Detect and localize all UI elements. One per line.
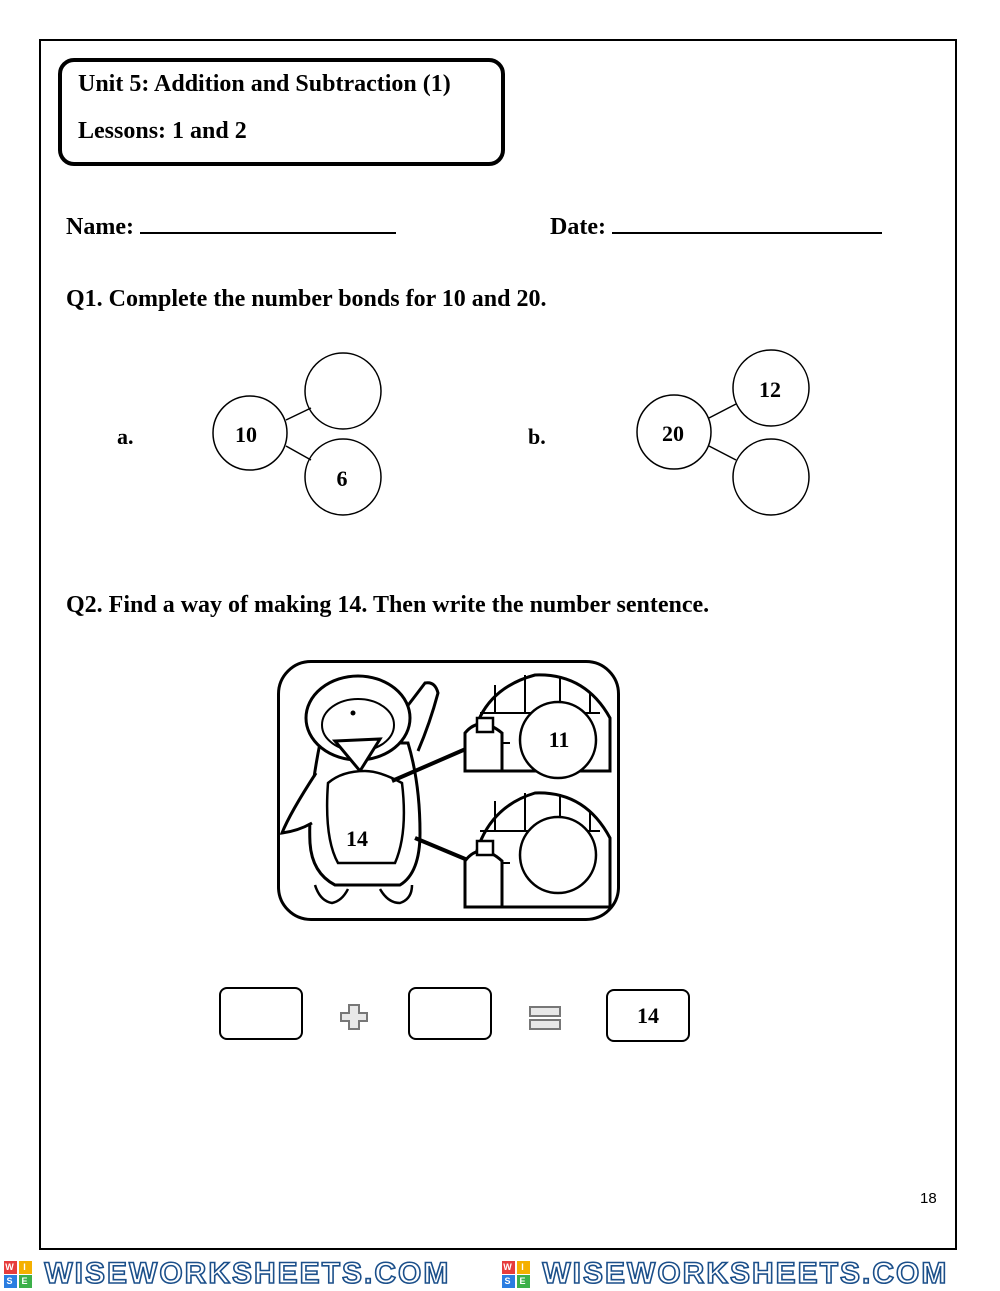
watermark-item-2 [502, 1256, 948, 1291]
watermark-logo-icon: W I S E [4, 1259, 34, 1289]
equals-icon [528, 1004, 562, 1032]
watermark-banner [0, 1254, 1000, 1291]
watermark-text: WISEWORKSHEETS.COM [44, 1257, 451, 1291]
bond-b-whole-number: 20 [662, 421, 684, 446]
watermark-logo-icon: W I S E [502, 1259, 532, 1289]
q1-text: Q1. Complete the number bonds for 10 and 20. [66, 286, 547, 312]
igloo-top-number: 11 [548, 727, 570, 752]
plus-icon [339, 1003, 369, 1031]
bond-a-top-part-circle[interactable] [305, 353, 381, 429]
q2-text: Q2. Find a way of making 14. Then write the number sentence. [66, 592, 710, 618]
name-label: Name: [66, 214, 134, 240]
equation-box-2[interactable] [408, 987, 492, 1040]
lessons-label: Lessons: 1 and 2 [78, 118, 247, 144]
penguin-igloo-illustration [280, 663, 617, 918]
igloo-bottom-number-circle[interactable] [520, 817, 596, 893]
bond-a-bottom-number: 6 [336, 466, 348, 491]
equation-box-1[interactable] [219, 987, 303, 1040]
igloo-bottom-door [465, 851, 502, 907]
watermark-text: WISEWORKSHEETS.COM [542, 1257, 949, 1291]
watermark-item-1 [4, 1256, 450, 1291]
q1-a-label: a. [117, 424, 134, 449]
bond-b-top-number: 12 [759, 377, 781, 402]
number-bonds-diagram [0, 0, 1000, 560]
penguin-eye [351, 711, 356, 716]
bond-b-bottom-part-circle[interactable] [733, 439, 809, 515]
q1-b-label: b. [528, 424, 546, 449]
penguin-number: 14 [346, 826, 368, 851]
unit-title: Unit 5: Addition and Subtraction (1) [78, 71, 451, 97]
penguin-igloo-picture [277, 660, 620, 921]
bond-a-whole-number: 10 [235, 422, 257, 447]
page-number: 18 [920, 1190, 937, 1207]
equation-result-box: 14 [606, 989, 690, 1042]
date-label: Date: [550, 214, 606, 240]
